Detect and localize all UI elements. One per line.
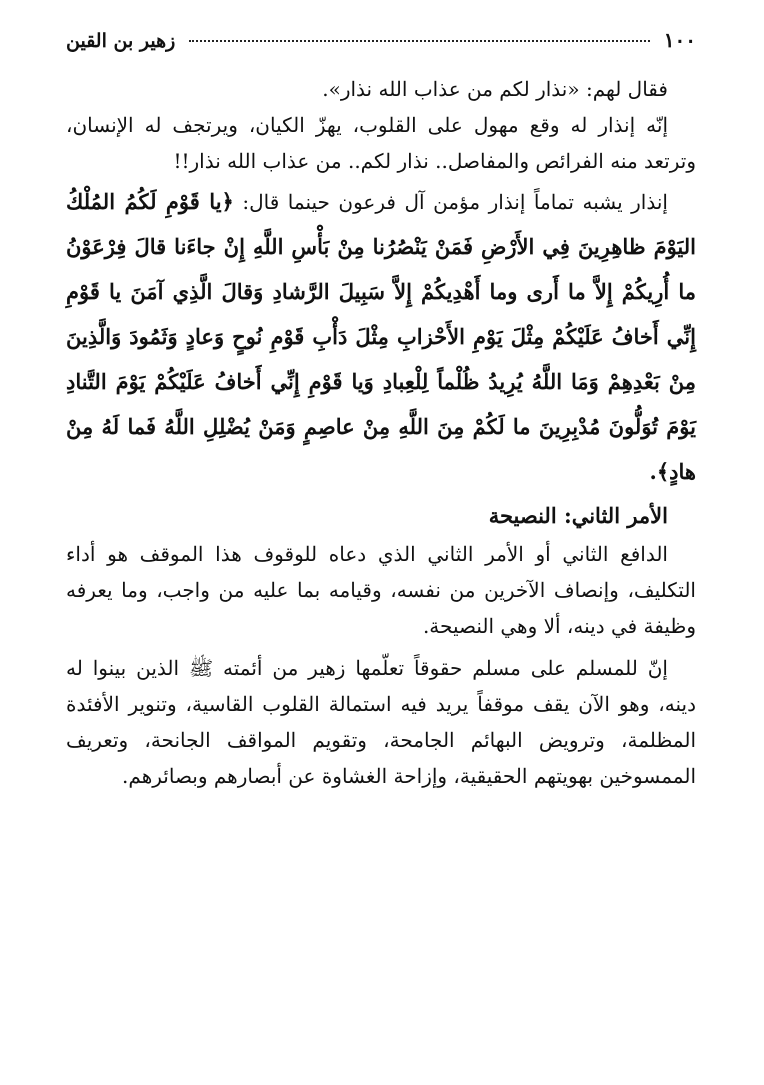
paragraph-second-motive: الدافع الثاني أو الأمر الثاني الذي دعاه للوقوف هذا الموقف هو أداء التكليف، وإنصاف الآخرين من نفسه، وقيامه بما عليه من واجب، وما يعرفه وظيفة في دينه، ألا وهي النصيحة. [66,542,696,638]
section-heading: الأمر الثاني: النصيحة [488,503,668,528]
page-number: ١٠٠ [663,28,696,52]
paragraph-pharaoh-believer [66,179,696,494]
paragraph-warning-effect: إنّه إنذار له وقع مهول على القلوب، يهزّ الكيان، ويرتجف له الإنسان، وترتعد منه الفرائص والمفاصل.. نذار لكم.. من عذاب الله نذار!! [66,113,696,173]
quran-verse: ﴿يا قَوْمِ لَكُمُ المُلْكُ اليَوْمَ ظاهِرِينَ فِي الأَرْضِ فَمَنْ يَنْصُرُنا مِنْ بَأْسِ اللَّهِ إِنْ جاءَنا قالَ فِرْعَوْنُ ما أُرِيكُمْ إِلاَّ ما أَرى وما أَهْدِيكُمْ إِلاَّ سَبِيلَ الرَّشادِ وَقالَ الَّذِي آمَنَ يا قَوْمِ إِنِّي أَخافُ عَلَيْكُمْ مِثْلَ يَوْمِ الأَحْزابِ مِثْلَ دَأْبِ قَوْمِ نُوحٍ وَعادٍ وَثَمُودَ وَالَّذِينَ مِنْ بَعْدِهِمْ وَمَا اللَّهُ يُرِيدُ ظُلْماً لِلْعِبادِ وَيا قَوْمِ إِنِّي أَخافُ عَلَيْكُمْ يَوْمَ التَّنادِ يَوْمَ تُوَلُّونَ مُدْبِرِينَ ما لَكُمْ مِنَ اللَّهِ مِنْ عاصِمٍ وَمَنْ يُضْلِلِ اللَّهُ فَما لَهُ مِنْ هادٍ﴾. [66,189,696,484]
book-page [66,28,696,1058]
paragraph-warning-quote: فقال لهم: «نذار لكم من عذاب الله نذار». [322,77,668,101]
paragraph-intro-text: إنذار يشبه تماماً إنذار مؤمن آل فرعون حينما قال: [233,190,668,214]
page-header [66,28,696,62]
header-spacer [66,64,696,65]
running-title: زهير بن القين [66,30,176,52]
paragraph-muslim-rights: إنّ للمسلم على مسلم حقوقاً تعلّمها زهير من أئمته ﷺ الذين بينوا له دينه، وهو الآن يقف موقفاً يريد فيه استمالة القلوب القاسية، وتنوير الأفئدة المظلمة، وترويض البهائم الجامحة، وتقويم المواقف الجانحة، وتعريف الممسوخين بهويتهم الحقيقية، وإزاحة الغشاوة عن أبصارهم وبصائرهم. [66,656,696,788]
header-dotted-leader [189,40,649,42]
